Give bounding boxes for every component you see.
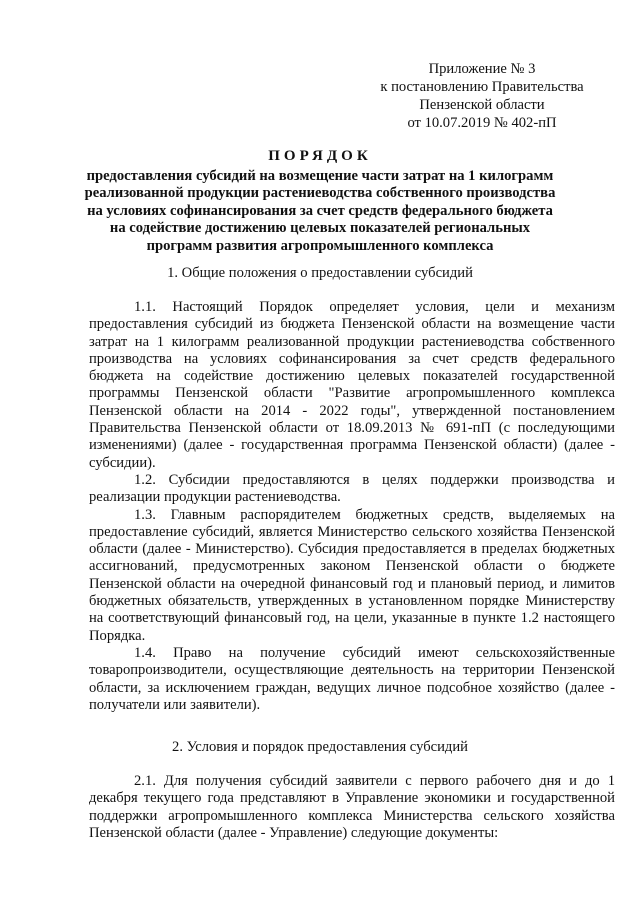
annex-block: [362, 60, 602, 132]
paragraph-1-3: 1.3. Главным распорядителем бюджетных средств, выделяемых на предоставление субсидий, является Министерство сельского хозяйства Пензенской области (далее - Министерство). Субсидия предоставляется в пределах бюджетных ассигнований, предусмотренных законом Пензенской области о бюджете Пензенской области на очередной финансовый год и плановый период, и лимитов бюджетных обязательств, утвержденных в установленном порядке Министерству на соответствующий финансовый год, на цели, указанные в пункте 1.2 настоящего Порядка.: [89, 506, 615, 644]
section-2-body: [89, 773, 615, 842]
annex-number: Приложение № 3: [428, 61, 536, 77]
document-subtitle: предоставления субсидий на возмещение части затрат на 1 килограмм реализованной продукции растениеводства собственного производства на условиях софинансирования за счет средств федерального бюджета на содействие достижению целевых показателей региональных программ развития агропромышленного комплекса: [84, 168, 556, 254]
annex-resolution: к постановлению Правительства: [380, 79, 584, 95]
section-1-heading: 1. Общие положения о предоставлении субсидий: [167, 265, 473, 281]
annex-region: Пензенской области: [419, 97, 545, 113]
section-2-heading: 2. Условия и порядок предоставления субсидий: [172, 739, 468, 755]
section-1-body: [89, 299, 615, 714]
document-title: ПОРЯДОК: [268, 148, 372, 164]
paragraph-2-1: 2.1. Для получения субсидий заявители с первого рабочего дня и до 1 декабря текущего года представляют в Управление экономики и государственной поддержки агропромышленного комплекса Министерства сельского хозяйства Пензенской области (далее - Управление) следующие документы:: [89, 773, 615, 841]
paragraph-1-1: 1.1. Настоящий Порядок определяет условия, цели и механизм предоставления субсидий из бюджета Пензенской области на возмещение части затрат на 1 килограмм реализованной продукции растениеводства собственного производства на условиях софинансирования за счет средств федерального бюджета на содействие достижению целевых показателей государственной программы Пензенской области "Развитие агропромышленного комплекса Пензенской области на 2014 - 2022 годы", утвержденной постановлением Правительства Пензенской области от 18.09.2013 № 691-пП (с последующими изменениями) (далее - государственная программа Пензенской области) (далее - субсидии).: [89, 299, 615, 471]
paragraph-1-4: 1.4. Право на получение субсидий имеют сельскохозяйственные товаропроизводители, осуществляющие деятельность на территории Пензенской области, за исключением граждан, ведущих личное подсобное хозяйство (далее - получатели или заявители).: [89, 644, 615, 713]
annex-date-number: от 10.07.2019 № 402-пП: [407, 115, 557, 131]
paragraph-1-2: 1.2. Субсидии предоставляются в целях поддержки производства и реализации продукции растениеводства.: [89, 471, 615, 506]
